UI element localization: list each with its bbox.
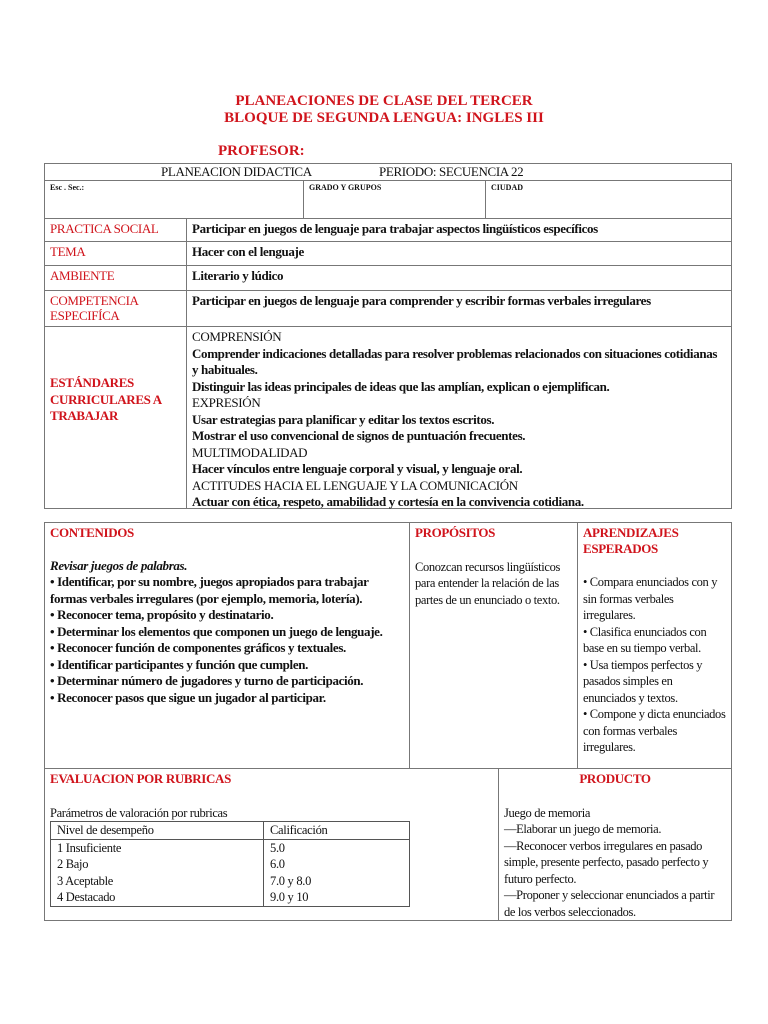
esc-sec-field: Esc . Sec.:	[44, 180, 304, 219]
contenido-item: • Determinar los elementos que componen un juego de lenguaje.	[50, 623, 383, 639]
rubric-row	[51, 889, 410, 906]
plan-title: PLANEACION DIDACTICA	[161, 164, 312, 179]
aprendizaje-item: • Clasifica enunciados con base en su tiempo verbal.	[583, 624, 707, 655]
contenido-item: • Reconocer pasos que sigue un jugador al participar.	[50, 689, 326, 705]
estandar-item: Mostrar el uso convencional de signos de puntuación frecuentes.	[192, 428, 526, 443]
rubric-row	[51, 873, 410, 890]
contenidos-cell	[44, 522, 410, 769]
rubric-header: Nivel de desempeño	[51, 822, 264, 840]
estandar-heading: MULTIMODALIDAD	[192, 444, 308, 460]
row-value-practica: Participar en juegos de lenguaje para trabajar aspectos lingüísticos específicos	[186, 218, 732, 242]
rubric-grade: 5.0	[264, 839, 410, 856]
propositos-text: Conozcan recursos lingüísticos para entender la relación de las partes de un enunciado o texto.	[415, 559, 561, 607]
rubric-grade: 6.0	[264, 856, 410, 873]
rubric-level: 3 Aceptable	[51, 873, 264, 890]
aprendizaje-item: • Compone y dicta enunciados con formas verbales irregulares.	[583, 707, 726, 754]
row-label-competencia: COMPETENCIA ESPECIFÍCA	[44, 290, 187, 327]
aprendizajes-cell	[577, 522, 732, 769]
profesor-label: PROFESOR:	[218, 143, 305, 159]
estandar-heading: EXPRESIÓN	[192, 395, 261, 410]
contenido-item: • Determinar número de jugadores y turno de participación.	[50, 673, 364, 688]
aprendizaje-item: • Compara enunciados con y sin formas verbales irregulares.	[583, 575, 718, 622]
ciudad-field: CIUDAD	[485, 180, 732, 219]
contenido-item: • Reconocer tema, propósito y destinatario.	[50, 607, 274, 622]
plan-header	[44, 163, 732, 181]
estandares-content	[186, 326, 732, 509]
estandar-item: Hacer vínculos entre lenguaje corporal y visual, y lenguaje oral.	[192, 461, 523, 476]
rubric-header-row	[51, 822, 410, 840]
producto-cell	[498, 768, 732, 921]
contenidos-subtitle: Revisar juegos de palabras.	[50, 557, 188, 573]
estandares-label: ESTÁNDARES CURRICULARES A TRABAJAR	[44, 326, 187, 509]
contenido-item: • Identificar, por su nombre, juegos apropiados para trabajar formas verbales irregulares (por ejemplo, memoria, lotería).	[50, 574, 369, 606]
rubric-level: 1 Insuficiente	[51, 839, 264, 856]
estandar-item: Distinguir las ideas principales de ideas que las amplían, explican o ejemplifican.	[192, 378, 610, 394]
rubric-grade: 7.0 y 8.0	[264, 873, 410, 890]
row-label-practica: PRACTICA SOCIAL	[44, 218, 187, 242]
plan-periodo: PERIODO: SECUENCIA 22	[379, 164, 524, 179]
producto-line: —Elaborar un juego de memoria.	[504, 822, 662, 836]
evaluacion-label: EVALUACION POR RUBRICAS	[50, 771, 231, 786]
row-value-tema: Hacer con el lenguaje	[186, 241, 732, 266]
contenidos-label: CONTENIDOS	[50, 525, 134, 540]
row-label-ambiente: AMBIENTE	[44, 265, 187, 291]
rubric-row	[51, 856, 410, 873]
contenido-item: • Reconocer función de componentes gráficos y textuales.	[50, 640, 346, 655]
evaluacion-cell	[44, 768, 499, 921]
rubric-header: Calificación	[264, 822, 410, 840]
rubric-table	[50, 821, 410, 907]
producto-line: —Proponer y seleccionar enunciados a partir de los verbos seleccionados.	[504, 888, 715, 919]
estandar-item: Usar estrategias para planificar y editar los textos escritos.	[192, 411, 495, 427]
doc-title-line2: BLOQUE DE SEGUNDA LENGUA: INGLES III	[224, 110, 544, 126]
propositos-cell	[409, 522, 578, 769]
rubric-row	[51, 839, 410, 856]
estandar-item: Actuar con ética, respeto, amabilidad y cortesía en la convivencia cotidiana.	[192, 494, 584, 509]
rubric-grade: 9.0 y 10	[264, 889, 410, 906]
row-label-tema: TEMA	[44, 241, 187, 266]
producto-label: PRODUCTO	[579, 771, 651, 786]
row-value-competencia: Participar en juegos de lenguaje para comprender y escribir formas verbales irregulares	[186, 290, 732, 327]
rubric-level: 4 Destacado	[51, 889, 264, 906]
estandar-heading: ACTITUDES HACIA EL LENGUAJE Y LA COMUNICACIÓN	[192, 477, 518, 493]
row-value-ambiente: Literario y lúdico	[186, 265, 732, 291]
rubric-caption: Parámetros de valoración por rubricas	[50, 805, 228, 820]
estandar-heading: COMPRENSIÓN	[192, 329, 282, 344]
grado-field: GRADO Y GRUPOS	[303, 180, 486, 219]
rubric-level: 2 Bajo	[51, 856, 264, 873]
producto-line: —Reconocer verbos irregulares en pasado simple, presente perfecto, pasado perfecto y futuro perfecto.	[504, 838, 709, 886]
propositos-label: PROPÓSITOS	[415, 525, 496, 540]
contenido-item: • Identificar participantes y función que cumplen.	[50, 656, 309, 672]
doc-title-line1: PLANEACIONES DE CLASE DEL TERCER	[235, 93, 533, 109]
estandar-item: Comprender indicaciones detalladas para resolver problemas relacionados con situaciones cotidianas y habituales.	[192, 345, 718, 377]
aprendizajes-label: APRENDIZAJES ESPERADOS	[583, 525, 679, 556]
producto-line: Juego de memoria	[504, 805, 591, 820]
aprendizaje-item: • Usa tiempos perfectos y pasados simples en enunciados y textos.	[583, 657, 703, 705]
